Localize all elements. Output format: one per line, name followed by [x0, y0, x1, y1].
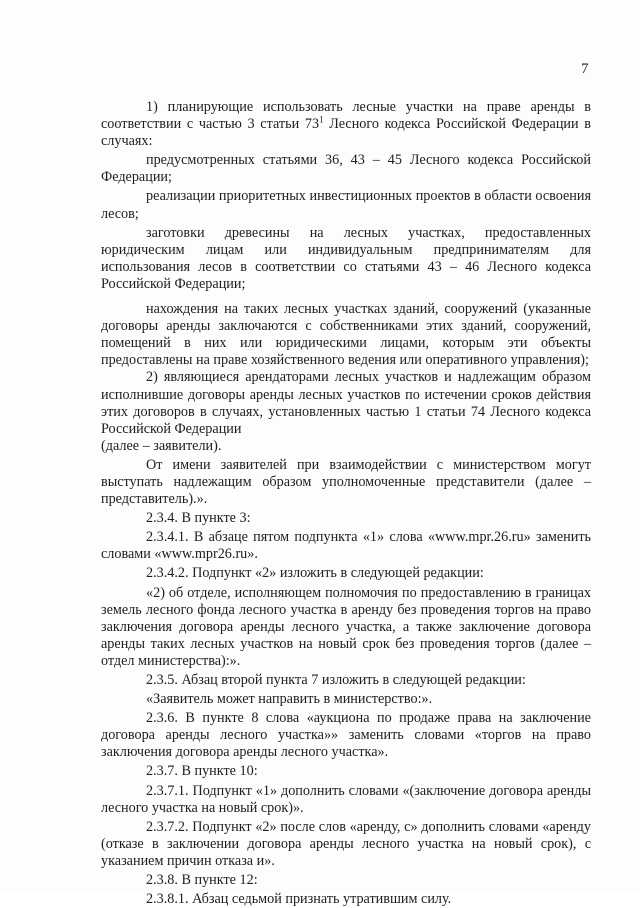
document-body [101, 99, 591, 908]
paragraph: нахождения на таких лесных участках зданий, сооружений (указанные договоры аренды заключаются с собственниками этих зданий, сооружений, помещений в них или юридическими лицами, которым эти объекты предоставлены на праве хозяйственного ведения или оперативного управления); [101, 301, 591, 369]
paragraph: 2.3.6. В пункте 8 слова «аукциона по продаже права на заключение договора аренды лесного участка»» заменить словами «торгов на право заключения договора аренды лесного участка». [101, 710, 591, 761]
paragraph: 2) являющиеся арендаторами лесных участков и надлежащим образом исполнившие договоры аренды лесных участков по истечении сроков действия этих договоров в случаях, установленных частью 1 статьи 74 Лесного кодекса Российской Федерации [101, 369, 591, 437]
paragraph: «Заявитель может направить в министерство:». [146, 691, 433, 708]
paragraph: «2) об отделе, исполняющем полномочия по предоставлению в границах земель лесного фонда лесного участка в аренду без проведения торгов на право заключения договора аренды лесного участка, а также заключение договора аренды таких лесных участков на новый срок без проведения торгов (далее – отдел министерства):». [101, 584, 591, 669]
paragraph: 2.3.5. Абзац второй пункта 7 изложить в следующей редакции: [146, 672, 526, 688]
paragraph: 1) планирующие использовать лесные участки на праве аренды в соответствии с частью 3 статьи $73^1$ Лесного кодекса Российской Федерации в случаях: [101, 99, 591, 150]
paragraph: 2.3.4. В пункте 3: [146, 510, 251, 527]
paragraph: (далее – заявители). [101, 437, 222, 454]
page-number: 7 [581, 61, 589, 77]
paragraph: 2.3.8. В пункте 12: [146, 872, 258, 889]
paragraph: От имени заявителей при взаимодействии с министерством могут выступать надлежащим образом уполномоченные представители (далее – представитель).». [101, 456, 591, 508]
paragraph: 2.3.8.1. Абзац седьмой признать утратившим силу. [146, 891, 452, 908]
superscript: 1 [319, 114, 324, 125]
paragraph: 2.3.7.1. Подпункт «1» дополнить словами «(заключение договора аренды лесного участка на новый срок)». [101, 782, 591, 816]
paragraph: реализации приоритетных инвестиционных проектов в области освоения лесов; [101, 188, 591, 222]
paragraph: 2.3.7. В пункте 10: [146, 763, 258, 780]
paragraph: 2.3.4.1. В абзаце пятом подпункта «1» слова «www.mpr.26.ru» заменить словами «www.mpr26.ru». [101, 529, 591, 563]
paragraph: предусмотренных статьями 36, 43 – 45 Лесного кодекса Российской Федерации; [101, 152, 591, 186]
paragraph: заготовки древесины на лесных участках, предоставленных юридическим лицам или индивидуальным предпринимателям для использования лесов в соответствии со статьями 43 – 46 Лесного кодекса Российской Федерации; [101, 224, 591, 292]
paragraph: 2.3.7.2. Подпункт «2» после слов «аренду, с» дополнить словами «аренду (отказе в заключении договора аренды лесного участка на новый срок), с указанием причин отказа и». [101, 818, 591, 869]
paragraph: 2.3.4.2. Подпункт «2» изложить в следующей редакции: [146, 565, 484, 582]
